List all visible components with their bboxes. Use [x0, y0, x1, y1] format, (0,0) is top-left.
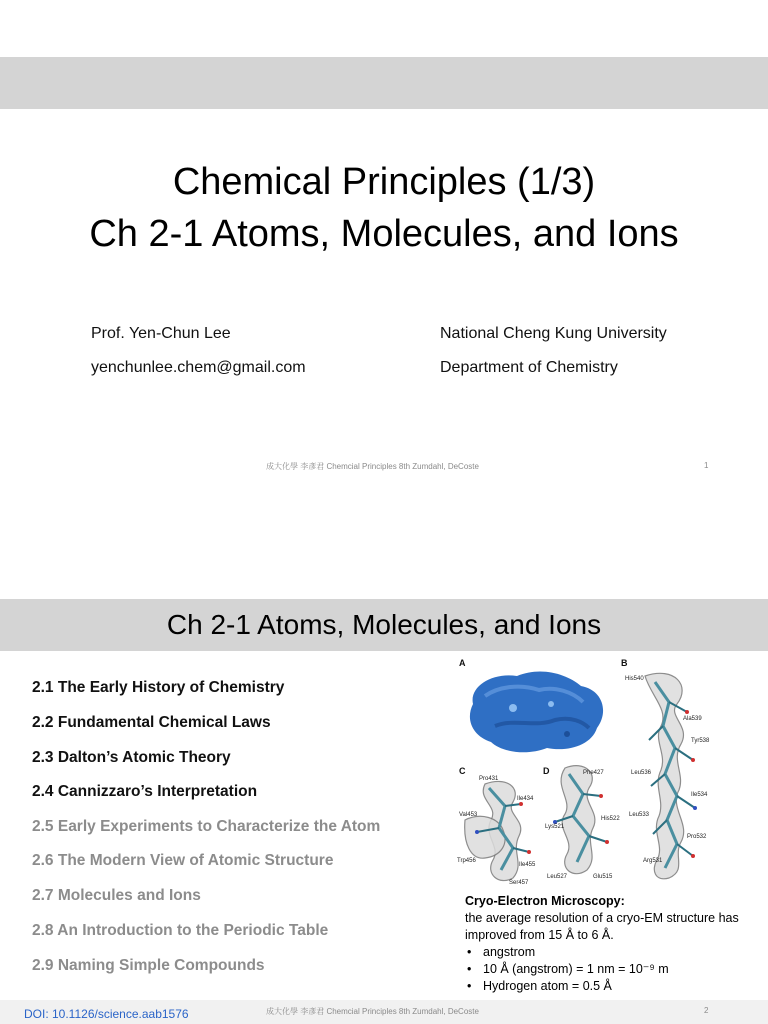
toc-item-2-2: 2.2 Fundamental Chemical Laws: [32, 714, 271, 731]
residue-ile434: Ile434: [517, 796, 534, 802]
residue-glu515: Glu515: [593, 874, 613, 880]
slide2-footer: 成大化學 李彥君 Chemcial Principles 8th Zumdahl, DeCoste: [266, 1007, 479, 1016]
residue-ala539: Ala539: [683, 716, 702, 722]
residue-ser457: Ser457: [509, 880, 529, 886]
cryo-em-caption: [465, 893, 755, 995]
residue-arg531: Arg531: [643, 858, 663, 864]
author-name: Prof. Yen-Chun Lee: [91, 325, 231, 342]
cryo-em-figure: [455, 656, 715, 888]
toc-item-2-4: 2.4 Cannizzaro’s Interpretation: [32, 783, 258, 800]
bullet-hydrogen-size: • Hydrogen atom = 0.5 Å: [465, 978, 755, 995]
toc-item-2-8: 2.8 An Introduction to the Periodic Table: [32, 922, 329, 939]
toc-item-2-5: 2.5 Early Experiments to Characterize the Atom: [32, 818, 381, 835]
slide1-header-bar: [0, 57, 768, 109]
residue-ile455: Ile455: [519, 862, 536, 868]
cryo-em-description: the average resolution of a cryo-EM structure has improved from 15 Å to 6 Å.: [465, 911, 739, 942]
residue-pro532: Pro532: [687, 834, 707, 840]
author-email[interactable]: yenchunlee.chem@gmail.com: [91, 359, 306, 376]
residue-his522: His522: [601, 816, 620, 822]
residue-tyr538: Tyr538: [691, 738, 710, 744]
residue-lys521: Lys521: [545, 824, 565, 830]
slide1-title-line1: Chemical Principles (1/3): [172, 161, 596, 203]
slide1-page-number: 1: [704, 461, 709, 470]
slide1-title-line2: Ch 2-1 Atoms, Molecules, and Ions: [89, 213, 679, 255]
panel-label-b: B: [621, 658, 628, 668]
panel-label-a: A: [459, 658, 466, 668]
toc-item-2-3: 2.3 Dalton’s Atomic Theory: [32, 749, 231, 766]
residue-leu533: Leu533: [629, 812, 650, 818]
residue-trp456: Trp456: [457, 858, 476, 864]
cryo-em-heading: Cryo-Electron Microscopy:: [465, 894, 625, 908]
university-name: National Cheng Kung University: [440, 325, 667, 342]
doi-link[interactable]: DOI: 10.1126/science.aab1576: [24, 1007, 189, 1021]
toc-item-2-6: 2.6 The Modern View of Atomic Structure: [32, 852, 334, 869]
panel-label-c: C: [459, 766, 466, 776]
slide2-title: Ch 2-1 Atoms, Molecules, and Ions: [166, 609, 602, 640]
toc-item-2-7: 2.7 Molecules and Ions: [32, 887, 201, 904]
residue-phe427: Phe427: [583, 770, 604, 776]
slide2-page-number: 2: [704, 1006, 709, 1015]
residue-val453: Val453: [459, 812, 478, 818]
bullet-angstrom: • angstrom: [465, 944, 755, 961]
residue-his540: His540: [625, 676, 644, 682]
toc-item-2-9: 2.9 Naming Simple Compounds: [32, 957, 265, 974]
residue-leu527: Leu527: [547, 874, 568, 880]
residue-ile534: Ile534: [691, 792, 708, 798]
cryo-em-bullets: [465, 944, 755, 995]
toc-item-2-1: 2.1 The Early History of Chemistry: [32, 679, 285, 696]
panel-label-d: D: [543, 766, 550, 776]
bullet-angstrom-conversion: • 10 Å (angstrom) = 1 nm = 10⁻⁹ m: [465, 961, 755, 978]
slide1-footer: 成大化學 李彥君 Chemcial Principles 8th Zumdahl, DeCoste: [266, 462, 479, 471]
residue-leu536: Leu536: [631, 770, 652, 776]
residue-pro431: Pro431: [479, 776, 499, 782]
department-name: Department of Chemistry: [440, 359, 618, 376]
